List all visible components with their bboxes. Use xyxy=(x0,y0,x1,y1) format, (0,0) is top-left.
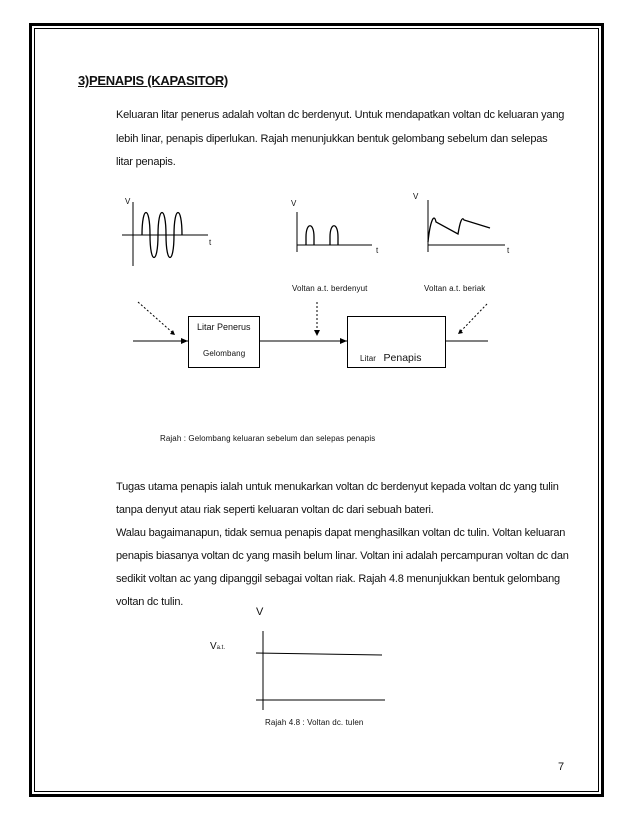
dotted-arrowhead-pulse xyxy=(314,330,320,336)
dotted-arrowhead-ripple xyxy=(458,329,463,334)
ripple-caption: Voltan a.t. beriak xyxy=(424,284,486,293)
ac-v-label: V xyxy=(125,197,131,206)
para3-line-1: Walau bagaimanapun, tidak semua penapis dapat menghasilkan voltan dc tulin. Voltan keluaran xyxy=(116,527,566,539)
section-heading: 3)PENAPIS (KAPASITOR) xyxy=(78,73,228,88)
rectifier-block xyxy=(188,316,260,368)
filter-label-prefix: Litar xyxy=(360,354,377,363)
rectifier-label-2: Gelombang xyxy=(203,349,246,358)
intro-line-1: Keluaran litar penerus adalah voltan dc berdenyut. Untuk mendapatkan voltan dc keluaran yang xyxy=(116,109,565,121)
para3-line-3: sedikit voltan ac yang dipanggil sebagai voltan riak. Rajah 4.8 menunjukkan bentuk gelombang xyxy=(116,573,560,585)
pulse-v-label: V xyxy=(291,199,297,208)
ripple-wave xyxy=(428,218,490,242)
pulse-hump-2 xyxy=(330,226,338,245)
page-number: 7 xyxy=(558,761,565,773)
pulse-hump-1 xyxy=(306,226,314,245)
para3-line-2: penapis biasanya voltan dc yang masih belum linar. Voltan ini adalah percampuran voltan dc dan xyxy=(116,550,569,562)
intro-line-3: litar penapis. xyxy=(116,156,176,168)
filter-label xyxy=(360,348,421,366)
dc-vat-sub: a.t. xyxy=(216,645,226,651)
dc-level-line xyxy=(256,653,382,655)
para2-line-1: Tugas utama penapis ialah untuk menukarkan voltan dc berdenyut kepada voltan dc yang tulin xyxy=(116,481,559,493)
figure2-caption: Rajah 4.8 : Voltan dc. tulen xyxy=(265,718,364,727)
dc-vat-main: V xyxy=(210,641,217,652)
pulse-caption: Voltan a.t. berdenyut xyxy=(292,284,368,293)
filter-block xyxy=(347,316,446,368)
dc-v-label: V xyxy=(256,606,264,618)
para2-line-2: tanpa denyut atau riak seperti keluaran voltan dc dari sebuah bateri. xyxy=(116,504,434,516)
figure1-caption: Rajah : Gelombang keluaran sebelum dan selepas penapis xyxy=(160,434,376,443)
dotted-arrowhead-ac xyxy=(170,330,175,335)
ripple-v-label: V xyxy=(413,192,419,201)
filter-label-name: Penapis xyxy=(383,352,422,364)
dc-vat-label xyxy=(210,641,225,652)
rectifier-label-1: Litar Penerus xyxy=(197,322,251,332)
pulse-t-label: t xyxy=(376,246,379,255)
ac-t-label: t xyxy=(209,238,212,247)
intro-line-2: lebih linar, penapis diperlukan. Rajah menunjukkan bentuk gelombang sebelum dan selepas xyxy=(116,133,548,145)
dotted-arrow-ripple xyxy=(461,304,487,331)
para3-line-4: voltan dc tulin. xyxy=(116,596,184,608)
link-arrowhead xyxy=(340,338,347,344)
dotted-arrow-ac xyxy=(138,302,173,333)
input-arrowhead xyxy=(181,338,188,344)
ripple-t-label: t xyxy=(507,246,510,255)
